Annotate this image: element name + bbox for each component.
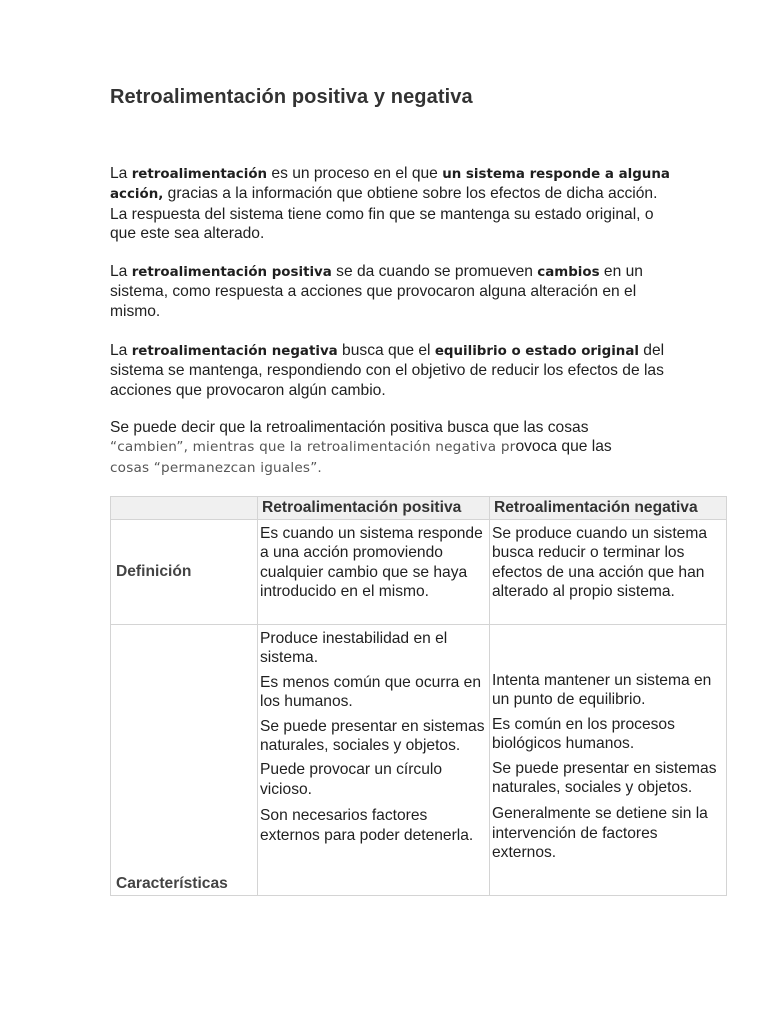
- text: La: [110, 165, 132, 182]
- light-text: “cambien”, mientras que la retroalimentación negativa pr: [110, 439, 516, 456]
- text: del sistema se mantenga, respondiendo con el objetivo de reducir los efectos de las acciones que provocaron algún cambio.: [110, 342, 665, 399]
- intro-paragraph: [110, 164, 670, 244]
- bold-term: un sistema responde a alguna acción,: [110, 167, 670, 203]
- list-item: Generalmente se detiene sin la intervención de factores externos.: [492, 805, 708, 862]
- cell-characteristics-positive: [258, 625, 490, 896]
- cell-definition-positive: [258, 520, 490, 625]
- table-header-negative: Retroalimentación negativa: [490, 497, 727, 520]
- list-item: Son necesarios factores externos para poder detenerla.: [260, 807, 474, 844]
- summary-paragraph: [110, 418, 670, 478]
- cell-characteristics-negative: [490, 625, 727, 896]
- cell-text: Se produce cuando un sistema busca reducir o terminar los efectos de una acción que han alterado al propio sistema.: [492, 525, 707, 601]
- text: La: [110, 263, 132, 280]
- list-item: Es menos común que ocurra en los humanos.: [260, 673, 482, 711]
- negative-feedback-paragraph: [110, 341, 670, 400]
- table-row-definition: [111, 520, 727, 625]
- text: gracias a la información que obtiene sobre los efectos de dicha acción. La respuesta del sistema tiene como fin que se mantenga su estado original, o que este sea alterado.: [110, 185, 658, 243]
- row-label-characteristics: Características: [111, 625, 258, 896]
- text: se da cuando se promueven: [331, 263, 538, 280]
- cell-text: Es cuando un sistema responde a una acción promoviendo cualquier cambio que se haya introducido en el mismo.: [260, 525, 483, 601]
- list-item: Intenta mantener un sistema en un punto de equilibrio.: [492, 672, 712, 709]
- bold-term: equilibrio o estado original: [434, 344, 639, 359]
- text: es un proceso en el que: [267, 165, 443, 182]
- text: ovoca que las: [515, 438, 612, 456]
- light-text: cosas “permanezcan iguales”.: [110, 459, 322, 476]
- list-item: Es común en los procesos biológicos humanos.: [492, 715, 675, 753]
- positive-feedback-paragraph: [110, 262, 670, 321]
- text: en un sistema, como respuesta a acciones que provocaron alguna alteración en el mismo.: [110, 263, 643, 320]
- table-row-characteristics: [111, 625, 727, 896]
- cell-definition-negative: [490, 520, 727, 625]
- text: Se puede decir que la retroalimentación positiva busca que las cosas: [110, 419, 589, 436]
- text: busca que el: [337, 342, 435, 359]
- table-header-empty: [111, 497, 258, 520]
- table-header-row: [111, 497, 727, 520]
- comparison-table: [110, 496, 727, 896]
- bold-term: retroalimentación: [131, 167, 268, 182]
- text: La: [110, 342, 132, 359]
- list-item: Se puede presentar en sistemas naturales, sociales y objetos.: [492, 759, 717, 797]
- list-item: Se puede presentar en sistemas naturales, sociales y objetos.: [260, 717, 485, 755]
- table-header-positive: Retroalimentación positiva: [258, 497, 490, 520]
- list-item: Puede provocar un círculo vicioso.: [260, 761, 443, 798]
- bold-term: cambios: [537, 265, 600, 280]
- list-item: Produce inestabilidad en el sistema.: [260, 630, 448, 667]
- row-label-definition: Definición: [111, 520, 258, 625]
- bold-term: retroalimentación negativa: [131, 344, 338, 359]
- bold-term: retroalimentación positiva: [131, 265, 332, 280]
- page-title: Retroalimentación positiva y negativa: [110, 86, 473, 108]
